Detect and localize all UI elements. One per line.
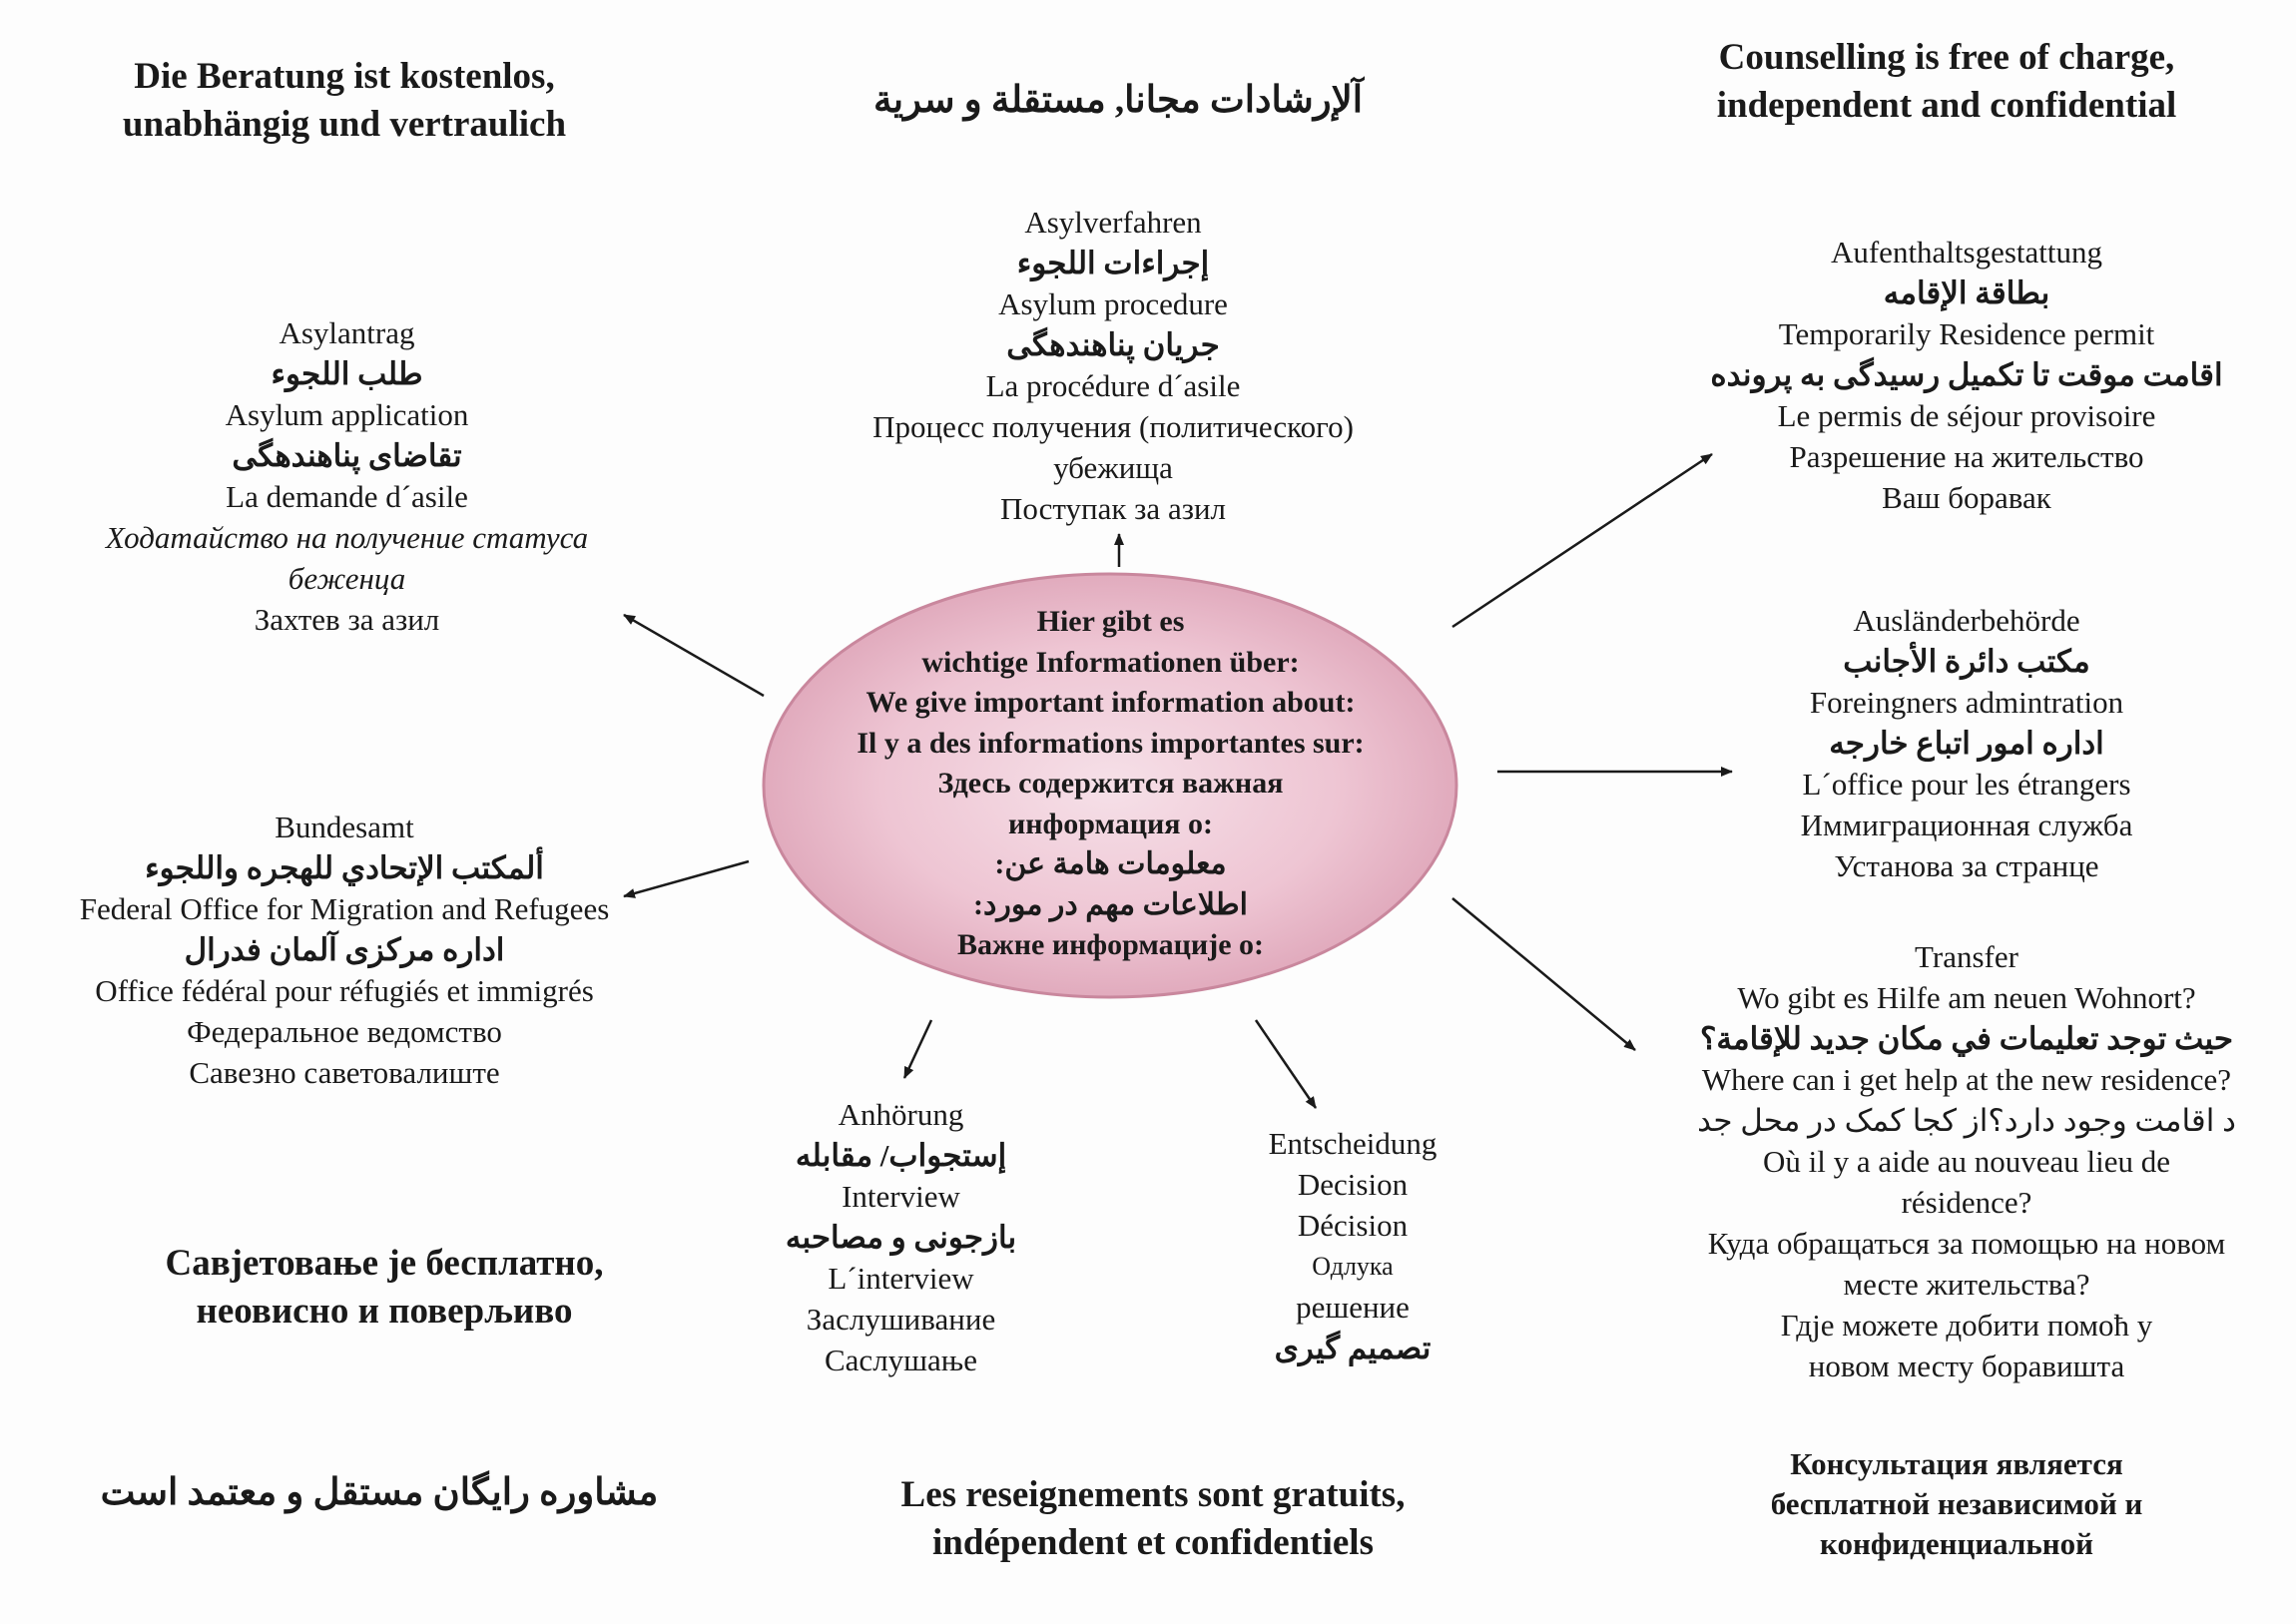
topic-line: беженца [287,561,406,596]
arrow-to-entscheidung [1256,1020,1316,1108]
topic-line: بطاقة الإقامه [1883,275,2050,310]
topic-line: Décision [1297,1208,1409,1243]
heading-persian [100,1469,659,1517]
topic-line: Гдје можете добити помоћ у [1780,1308,2153,1343]
heading-english [1657,34,2236,130]
topic-line: اقامت موقت تا تکمیل رسیدگی به پرونده [1710,357,2223,392]
center-line-7: معلومات هامة عن: [994,847,1227,880]
topic-line: résidence? [1901,1185,2032,1220]
topic-line: Where can i get help at the new residence? [1701,1062,2232,1097]
topic-line: Decision [1297,1167,1409,1202]
heading-german [60,53,629,149]
topic-line: Поступак за азил [999,491,1227,526]
heading-french-line-2: indépendent et confidentiels [932,1522,1374,1563]
heading-serbian [95,1240,674,1336]
topic-line: убежища [1053,450,1173,485]
topic-line: طلب اللجوء [271,356,423,391]
topic-line: Asylantrag [279,315,415,350]
topic-line: Asylum procedure [998,286,1228,321]
topic-line: Interview [842,1179,960,1214]
center-line-8: اطلاعات مهم در مورد: [972,887,1248,921]
topic-auslaenderbehoerde [1697,600,2236,886]
topic-line: Захтев за азил [254,602,440,637]
topic-line: Процесс получения (политического) [872,409,1354,444]
topic-line: Temporarily Residence permit [1778,316,2155,351]
topic-line: Aufenthaltsgestattung [1830,235,2103,270]
topic-line: بازجونی و مصاحبه [785,1220,1017,1255]
topic-line: Саслушање [825,1343,977,1377]
heading-serbian-line-1: Савјетовање је бесплатно, [165,1243,604,1284]
topic-line: Ausländerbehörde [1853,603,2080,638]
topic-line: تقاضای پناهندهگی [232,438,462,473]
topic-line: Asylum application [225,397,469,432]
topic-line: Ходатайство на получение статуса [105,520,589,555]
heading-russian-line-2: бесплатной независимой и [1770,1486,2143,1521]
center-line-3: We give important information about: [865,686,1356,719]
topic-line: Transfer [1915,939,2018,974]
topic-anhoerung [699,1094,1103,1380]
topic-line: Le permis de séjour provisoire [1777,398,2156,433]
topic-line: Anhörung [838,1097,964,1132]
topic-line: Office fédéral pour réfugiés et immigrés [95,973,594,1008]
topic-line: ألمكتب الإتحادي للهجره واللجوء [145,850,544,885]
topic-asylantrag [45,312,649,640]
center-line-2: wichtige Informationen über: [921,645,1300,679]
heading-serbian-line-2: неовисно и поверљиво [196,1291,573,1332]
center-info [764,602,1457,966]
arrow-to-anhoerung [904,1020,931,1078]
topic-line: месте жительства? [1843,1267,2090,1302]
topic-line: تصمیم گیری [1274,1331,1432,1365]
topic-line: Установа за странце [1834,848,2099,883]
topic-line: L´office pour les étrangers [1802,767,2131,802]
topic-line: Федеральное ведомство [187,1014,502,1049]
center-line-9: Важне информације о: [956,928,1265,961]
heading-german-line-1: Die Beratung ist kostenlos, [134,56,555,97]
topic-line: إجراءات اللجوء [1016,246,1210,280]
topic-line: Wo gibt es Hilfe am neuen Wohnort? [1737,980,2196,1015]
topic-line: د اقامت وجود دارد؟از کجا کمک در محل جد [1697,1103,2236,1138]
topic-line: Asylverfahren [1024,205,1202,240]
topic-line: Entscheidung [1268,1126,1437,1161]
topic-line: Federal Office for Migration and Refugees [79,891,610,926]
heading-french [849,1471,1457,1567]
topic-line: إستجواب/ مقابله [795,1138,1007,1173]
center-line-4: Il y a des informations importantes sur: [857,726,1365,760]
topic-line: حيث توجد تعليمات في مكان جديد للإقامة؟ [1699,1021,2234,1056]
heading-english-line-2: independent and confidential [1716,85,2177,126]
heading-arabic [868,77,1368,125]
heading-german-line-2: unabhängig und vertraulich [122,104,567,145]
topic-asylverfahren [814,202,1413,529]
heading-russian-line-1: Консультация является [1790,1446,2123,1481]
topic-transfer [1657,936,2276,1386]
topic-line: новом месту боравишта [1808,1349,2125,1383]
topic-line: اداره امور اتباع خارجه [1829,726,2104,761]
heading-russian [1697,1444,2216,1564]
topic-line: Bundesamt [275,810,414,844]
center-line-6: информация о: [1007,807,1214,840]
topic-line: Савезно саветовалиште [189,1055,500,1090]
topic-line: La procédure d´asile [985,368,1241,403]
topic-line: Foreingners admintration [1809,685,2124,720]
topic-line: La demande d´asile [226,479,468,514]
topic-line: جریان پناهندهگی [1006,327,1220,362]
topic-line: Куда обращаться за помощью на новом [1707,1226,2226,1261]
center-line-5: Здесь содержится важная [937,767,1284,800]
topic-line: L´interview [828,1261,974,1296]
arrow-to-transfer [1452,898,1635,1050]
heading-english-line-1: Counselling is free of charge, [1718,37,2175,78]
topic-bundesamt [30,807,659,1093]
topic-line: решение [1296,1290,1410,1325]
topic-aufenthaltsgestattung [1647,232,2286,518]
topic-line: Одлука [1312,1252,1394,1281]
topic-line: اداره مرکزی آلمان فدرال [184,932,505,967]
topic-line: مكتب دائرة الأجانب [1843,644,2090,679]
topic-line: Où il y a aide au nouveau lieu de [1762,1144,2171,1179]
topic-line: Заслушивание [806,1302,996,1337]
topic-entscheidung [1188,1123,1517,1368]
heading-persian-line-1: مشاوره رایگان مستقل و معتمد است [100,1472,659,1513]
topic-line: Иммиграционная служба [1800,808,2133,842]
center-line-1: Hier gibt es [1036,605,1185,638]
heading-french-line-1: Les reseignements sont gratuits, [900,1474,1406,1515]
heading-arabic-line-1: آلإرشادات مجانا, مستقلة و سرية [872,80,1364,121]
topic-line: Ваш боравак [1882,480,2051,515]
heading-russian-line-3: конфиденциальной [1820,1526,2093,1561]
topic-line: Разрешение на жительство [1789,439,2144,474]
